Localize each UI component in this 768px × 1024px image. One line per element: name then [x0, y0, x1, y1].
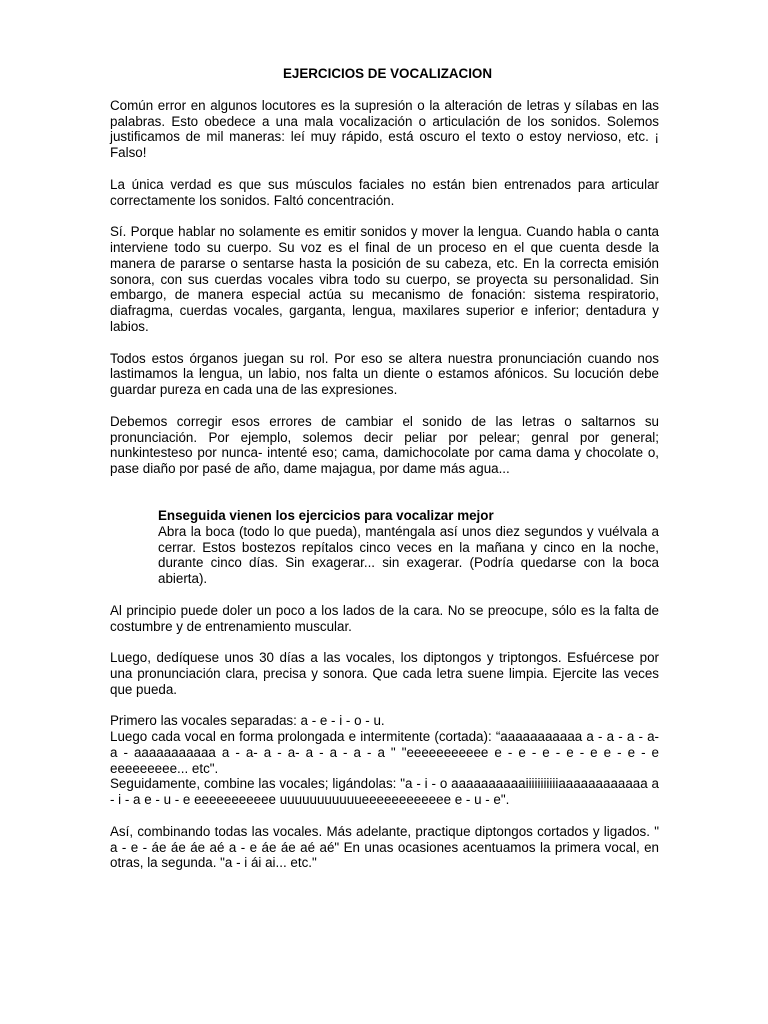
- paragraph-spacer: [110, 208, 659, 224]
- paragraph-vowels-practice: Luego, dedíquese unos 30 días a las vocales, los diptongos y triptongos. Esfuércese por una pronunciación clara, precisa y sonora. Que cada letra suene limpia. Ejercite las veces que pueda.: [110, 650, 659, 697]
- paragraph-common-error: Común error en algunos locutores es la supresión o la alteración de letras y sílabas en las palabras. Esto obedece a una mala vocalización o articulación de los sonidos. Solemos justificamos de mil maneras: leí muy rápido, está oscuro el texto o estoy nervioso, etc. ¡ Falso!: [110, 97, 659, 161]
- paragraph-open-mouth: Abra la boca (todo lo que pueda), manténgala así unos diez segundos y vuélvala a cerrar. Estos bostezos repítalos cinco veces en la mañana y cinco en la noche, durante cinco días. Sin exagerar... sin exagerar. (Podría quedarse con la boca abierta).: [158, 523, 659, 587]
- paragraph-pain: Al principio puede doler un poco a los lados de la cara. No se preocupe, sólo es la falta de costumbre y de entrenamiento muscular.: [110, 602, 659, 634]
- paragraph-diphthongs: Así, combinando todas las vocales. Más adelante, practique diptongos cortados y ligados. " a - e - áe áe áe aé a - e áe áe aé aé" En unas ocasiones acentuamos la primera vocal, en otras, la segunda. "a - i ái ai... etc.": [110, 823, 659, 871]
- paragraph-spacer: [110, 634, 659, 650]
- paragraph-only-truth: La única verdad es que sus músculos faciales no están bien entrenados para articular correctamente los sonidos. Faltó concentración.: [110, 176, 659, 208]
- paragraph-body-voice: Sí. Porque hablar no solamente es emitir sonidos y mover la lengua. Cuando habla o canta interviene todo su cuerpo. Su voz es el final de un proceso en el que cuenta desde la manera de pararse o sentarse hasta la posición de su cabeza, etc. En la correcta emisión sonora, con sus cuerdas vocales vibra todo su cuerpo, se proyecta su personalidad. Sin embargo, de manera especial actúa su mecanismo de fonación: sistema respiratorio, diafragma, cuerdas vocales, garganta, lengua, maxilares superior e inferior; dentadura y labios.: [110, 224, 659, 334]
- vowels-prolonged-line: Luego cada vocal en forma prolongada e intermitente (cortada): “aaaaaaaaaaa a - a - a - a- a - aaaaaaaaaaa a - a- a - a- a - a - a - a " "eeeeeeeeeee e - e - e - e - e e - e - e eeeeeeeee... etc".: [110, 729, 659, 776]
- exercises-subheading: Enseguida vienen los ejercicios para vocalizar mejor: [158, 507, 494, 523]
- paragraph-correct-errors: Debemos corregir esos errores de cambiar el sonido de las letras o saltarnos su pronunciación. Por ejemplo, solemos decir peliar por pelear; genral por general; nunkintesteso por nunca- intenté eso; cama, damichocolate por cama dama y chocolate o, pase diaño por pasé de año, dame majagua, por dame más agua...: [110, 413, 659, 477]
- paragraph-spacer: [110, 335, 659, 351]
- paragraph-organs: Todos estos órganos juegan su rol. Por eso se altera nuestra pronunciación cuando nos lastimamos la lengua, un labio, nos falta un diente o estamos afónicos. Su locución debe guardar pureza en cada una de las expresiones.: [110, 350, 659, 398]
- paragraph-spacer: [110, 587, 659, 603]
- vowels-separated-line: Primero las vocales separadas: a - e - i - o - u.: [110, 713, 385, 729]
- paragraph-spacer: [110, 398, 659, 414]
- paragraph-spacer: [110, 161, 659, 177]
- document-title: EJERCICIOS DE VOCALIZACION: [282, 66, 493, 81]
- paragraph-spacer: [110, 808, 659, 824]
- document-page: [110, 66, 659, 871]
- paragraph-spacer: [110, 477, 659, 508]
- vowels-combined-line: Seguidamente, combine las vocales; ligándolas: "a - i - o aaaaaaaaaaiiiiiiiiiiiaaaaaaaaaaaa a - i - a e - u - e eeeeeeeeeee uuuuuuuuuuueeeeeeeeeeee e - u - e".: [110, 776, 659, 808]
- paragraph-spacer: [110, 697, 659, 713]
